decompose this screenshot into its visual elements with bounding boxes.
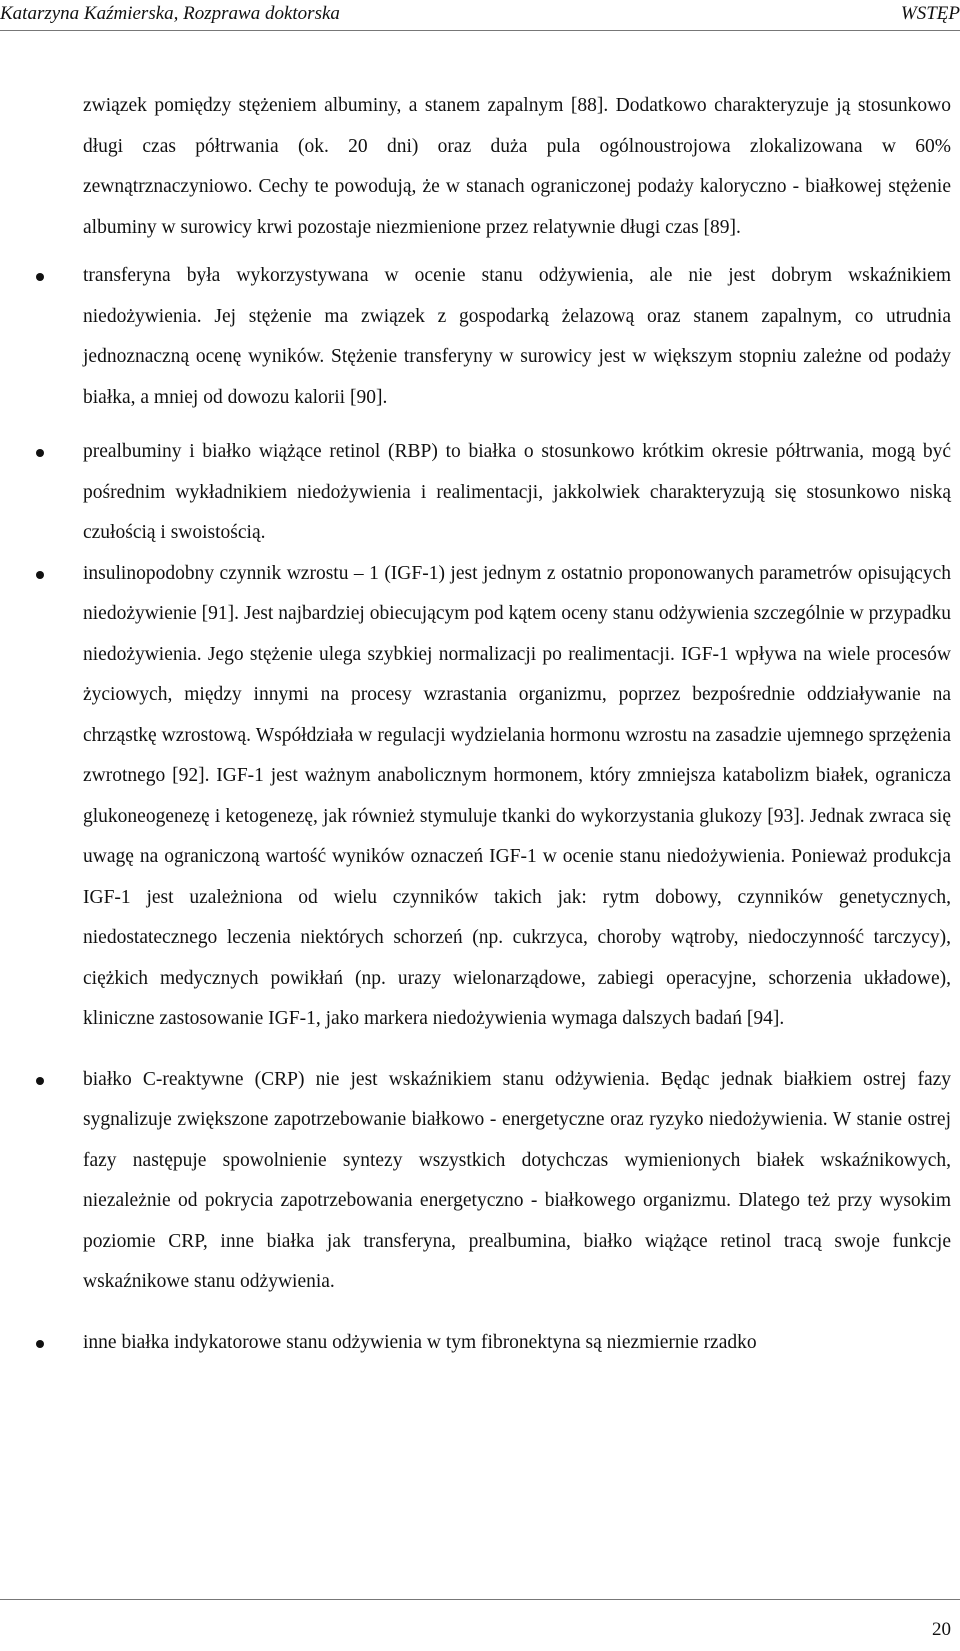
running-header [0, 0, 960, 30]
bullet-text: transferyna była wykorzystywana w ocenie stanu odżywienia, ale nie jest dobrym wskaźnikiem niedożywienia. Jej stężenie ma związek z gospodarką żelazową oraz stanem zapalnym, co utrudnia jednoznaczną ocenę wyników. Stężenie transferyny w surowicy jest w większym stopniu zależne od podaży białka, a mniej od dowozu kalorii [90]. [83, 265, 951, 408]
header-section-title: WSTĘP [900, 3, 960, 24]
bullet-text: insulinopodobny czynnik wzrostu – 1 (IGF-1) jest jednym z ostatnio proponowanych parametrów opisujących niedożywienie [91]. Jest najbardziej obiecującym pod kątem oceny stanu odżywienia szczególnie w przypadku niedożywienia. Jego stężenie ulega szybkiej normalizacji po realimentacji. IGF-1 wpływa na wiele procesów życiowych, między innymi na procesy wzrastania organizmu, poprzez bezpośrednie oddziaływanie na chrząstkę wzrostową. Współdziała w regulacji wydzielania hormonu wzrostu na zasadzie ujemnego sprzężenia zwrotnego [92]. IGF-1 jest ważnym anabolicznym hormonem, który zmniejsza katabolizm białek, ogranicza glukoneogenezę i ketogenezę, jak również stymuluje tkanki do wykorzystania glukozy [93]. Jednak zwraca się uwagę na ograniczoną wartość wyników oznaczeń IGF-1 w ocenie stanu niedożywienia. Ponieważ produkcja IGF-1 jest uzależniona od wielu czynników takich jak: rytm dobowy, czynników genetycznych, niedostatecznego leczenia niektórych schorzeń (np. cukrzyca, choroby wątroby, niedoczynność tarczycy), ciężkich medycznych powikłań (np. urazy wielonarządowe, zabiegi operacyjne, schorzenia układowe), kliniczne zastosowanie IGF-1, jako markera niedożywienia wymaga dalszych badań [94]. [83, 562, 951, 1029]
footer-rule [0, 1599, 960, 1600]
bullet-dot-icon [36, 449, 44, 457]
header-author-title: Katarzyna Kaźmierska, Rozprawa doktorska [0, 3, 340, 24]
bullet-item-transferyna [83, 256, 951, 418]
bullet-dot-icon [36, 1077, 44, 1085]
bullet-text: inne białka indykatorowe stanu odżywienia w tym fibronektyna są niezmiernie rzadko [83, 1331, 757, 1353]
intro-paragraph: związek pomiędzy stężeniem albuminy, a stanem zapalnym [88]. Dodatkowo charakteryzuje ją stosunkowo długi czas półtrwania (ok. 20 dni) oraz duża pula ogólnoustrojowa zlokalizowana w 60% zewnątrznaczyniowo. Cechy te powodują, że w stanach ograniczonej podaży kaloryczno - białkowej stężenie albuminy w surowicy krwi pozostaje niezmienione przez relatywnie długi czas [89]. [83, 95, 951, 238]
page-number: 20 [932, 1619, 951, 1640]
bullet-item-inne-bialka [83, 1323, 951, 1364]
bullet-item-prealbuminy [83, 432, 951, 554]
body-text [83, 86, 951, 1363]
bullet-text: białko C-reaktywne (CRP) nie jest wskaźnikiem stanu odżywienia. Będąc jednak białkiem ostrej fazy sygnalizuje zwiększone zapotrzebowanie białkowo - energetyczne oraz ryzyko niedożywienia. W stanie ostrej fazy następuje spowolnienie syntezy wszystkich dotychczas wymienionych białek wskaźnikowych, niezależnie od pokrycia zapotrzebowania energetyczno - białkowego organizmu. Dlatego też przy wysokim poziomie CRP, inne białka jak transferyna, prealbumina, białko wiążące retinol tracą swoje funkcje wskaźnikowe stanu odżywienia. [83, 1068, 951, 1292]
bullet-dot-icon [36, 571, 44, 579]
bullet-item-crp [83, 1060, 951, 1303]
header-rule [0, 30, 960, 31]
bullet-item-igf1 [83, 554, 951, 1040]
bullet-dot-icon [36, 273, 44, 281]
bullet-dot-icon [36, 1340, 44, 1348]
bullet-text: prealbuminy i białko wiążące retinol (RBP) to białka o stosunkowo krótkim okresie półtrwania, mogą być pośrednim wykładnikiem niedożywienia i realimentacji, jakkolwiek charakteryzują się stosunkowo niską czułością i swoistością. [83, 441, 951, 543]
